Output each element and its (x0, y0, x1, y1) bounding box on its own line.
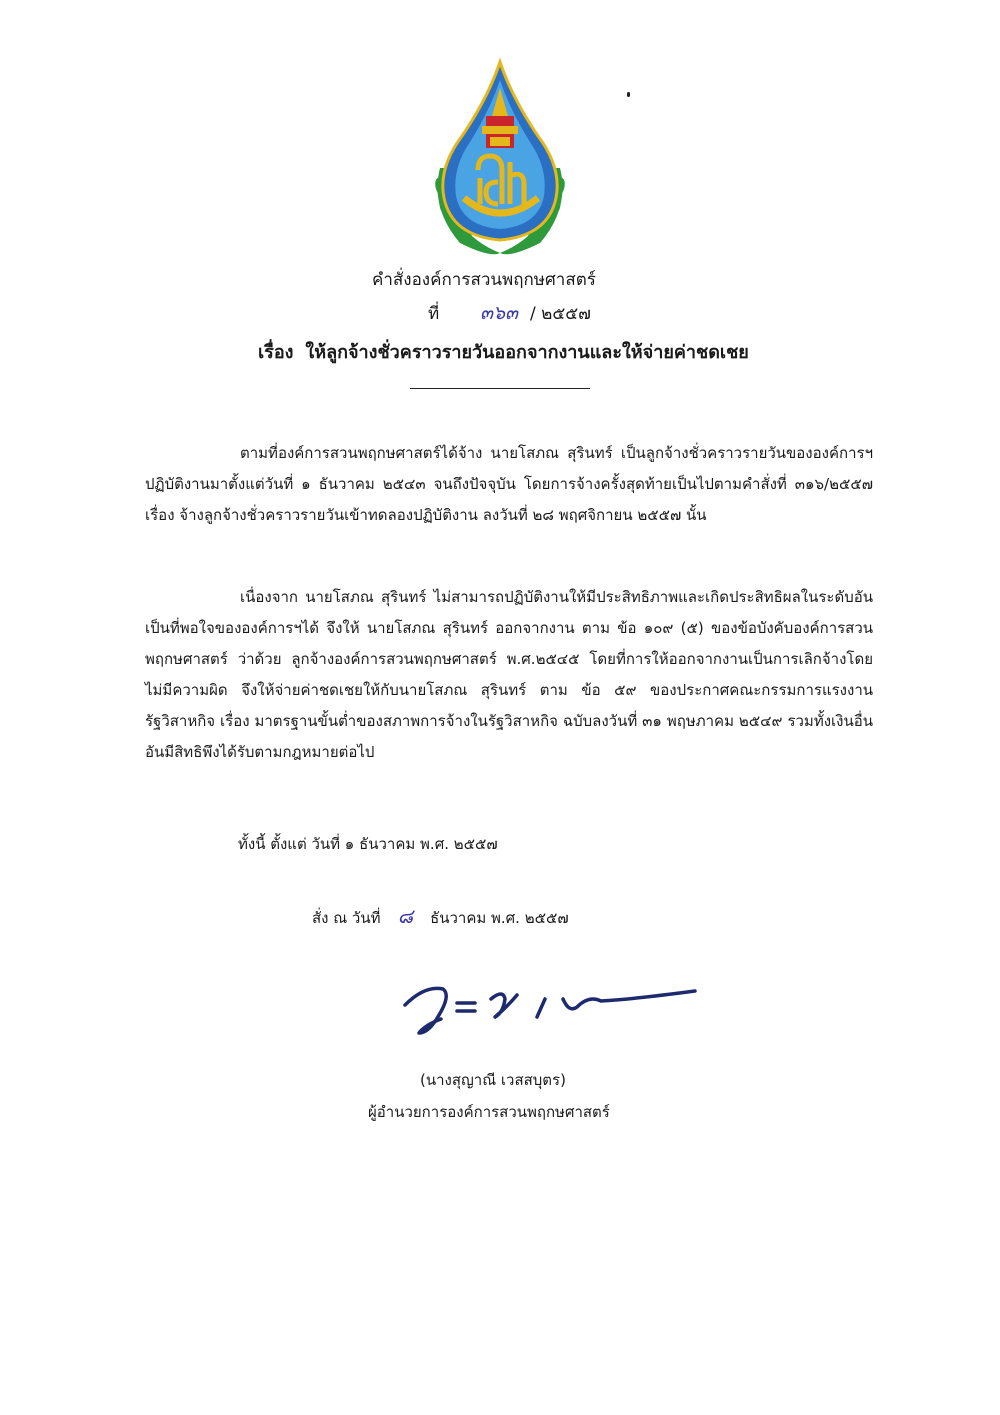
effective-date: ทั้งนี้ ตั้งแต่ วันที่ ๑ ธันวาคม พ.ศ. ๒๕๕๗ (238, 835, 498, 853)
subject-label: เรื่อง (258, 342, 294, 363)
signer-title: ผู้อำนวยการองค์การสวนพฤกษศาสตร์ (368, 1103, 610, 1121)
handwritten-signature (395, 955, 705, 1050)
order-title: คำสั่งองค์การสวนพฤกษศาสตร์ (372, 270, 596, 290)
stray-mark (627, 92, 630, 97)
order-number-handwritten: ๓๖๓ (479, 302, 519, 324)
order-number-line (428, 302, 591, 325)
order-year: / ๒๕๕๗ (530, 304, 591, 324)
body-paragraph-1 (145, 438, 873, 531)
issued-day-handwritten: ๘ (397, 904, 413, 928)
subject-line (258, 342, 749, 364)
paragraph-2-text: เนื่องจาก นายโสภณ สุรินทร์ ไม่สามารถปฏิบัติงานให้มีประสิทธิภาพและเกิดประสิทธิผลในระดับอันเป็นที่พอใจขององค์การฯได้ จึงให้ นายโสภณ สุรินทร์ ออกจากงาน ตาม ข้อ ๑๐๙ (๕) ของข้อบังคับองค์การสวนพฤกษศาสตร์ ว่าด้วย ลูกจ้างองค์การสวนพฤกษศาสตร์ พ.ศ.๒๕๔๕ โดยที่การให้ออกจากงานเป็นการเลิกจ้างโดยไม่มีความผิด จึงให้จ่ายค่าชดเชยให้กับนายโสภณ สุรินทร์ ตาม ข้อ ๕๙ ของประกาศคณะกรรมการแรงงานรัฐวิสาหกิจ เรื่อง มาตรฐานขั้นต่ำของสภาพการจ้างในรัฐวิสาหกิจ ฉบับลงวันที่ ๓๑ พฤษภาคม ๒๕๔๙ รวมทั้งเงินอื่นอันมีสิทธิพึงได้รับตามกฎหมายต่อไป (145, 588, 873, 761)
subject-text: ให้ลูกจ้างชั่วคราวรายวันออกจากงานและให้จ่ายค่าชดเชย (305, 342, 749, 363)
body-paragraph-2 (145, 582, 873, 768)
paragraph-1-text: ตามที่องค์การสวนพฤกษศาสตร์ได้จ้าง นายโสภณ สุรินทร์ เป็นลูกจ้างชั่วคราวรายวันขององค์การฯ ปฏิบัติงานมาตั้งแต่วันที่ ๑ ธันวาคม ๒๕๔๓ จนถึงปัจจุบัน โดยการจ้างครั้งสุดท้ายเป็นไปตามคำสั่งที่ ๓๑๖/๒๕๕๗ เรื่อง จ้างลูกจ้างชั่วคราวรายวันเข้าทดลองปฏิบัติงาน ลงวันที่ ๒๘ พฤศจิกายน ๒๕๕๗ นั้น (145, 444, 873, 524)
divider-line (410, 388, 590, 389)
issued-date-line (312, 900, 569, 932)
issued-prefix: สั่ง ณ วันที่ (312, 909, 381, 927)
signer-name: (นางสุญาณี เวสสบุตร) (420, 1071, 566, 1089)
order-number-label: ที่ (428, 304, 440, 324)
botanical-garden-emblem (420, 58, 580, 258)
issued-month-year: ธันวาคม พ.ศ. ๒๕๕๗ (430, 909, 569, 927)
